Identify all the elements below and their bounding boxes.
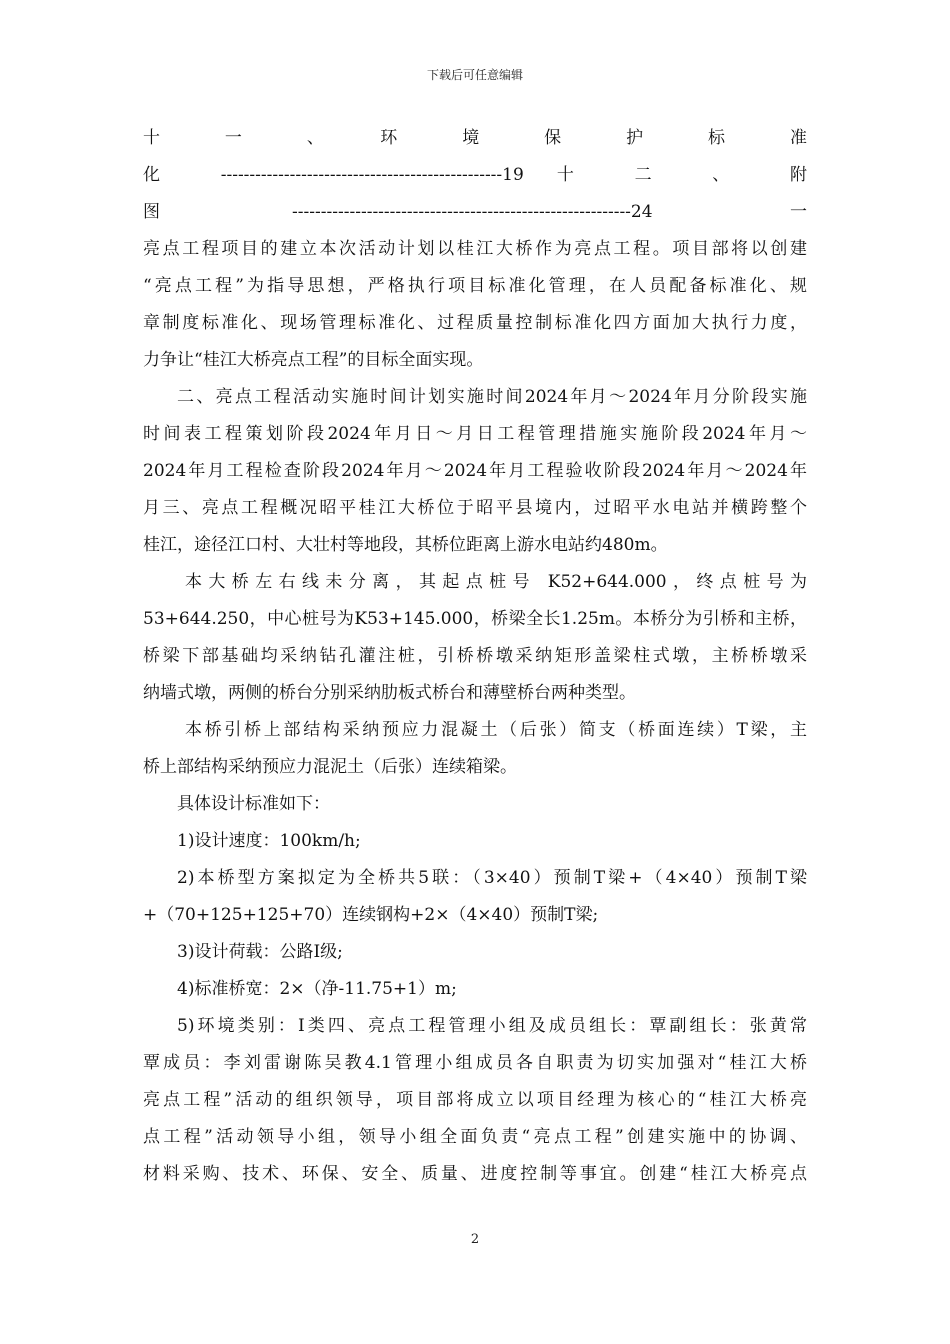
text-line: “亮点工程”为指导思想，严格执行项目标准化管理，在人员配备标准化、规 [143, 276, 807, 296]
document-body [143, 120, 807, 1193]
text-line: +（70+125+125+70）连续钢构+2×（4×40）预制T梁; [143, 905, 599, 925]
text-line: 月三、亮点工程概况昭平桂江大桥位于昭平县境内，过昭平水电站并横跨整个 [143, 498, 807, 518]
text-line: 章制度标准化、现场管理标准化、过程质量控制标准化四方面加大执行力度， [143, 313, 807, 333]
text-line: 桥梁下部基础均采纳钻孔灌注桩，引桥桥墩采纳矩形盖梁柱式墩，主桥桥墩采 [143, 646, 807, 666]
text-line: 2)本桥型方案拟定为全桥共5联：（3×40）预制T梁+（4×40）预制T梁 [177, 868, 807, 888]
page-number: 2 [470, 1232, 480, 1247]
text-line: 桂江，途径江口村、大壮村等地段，其桥位距离上游水电站约480m。 [143, 535, 668, 555]
text-line: 2024年月工程检查阶段2024年月～2024年月工程验收阶段2024年月～2024年 [143, 461, 807, 481]
text-line: 材料采购、技术、环保、安全、质量、进度控制等事宜。创建“桂江大桥亮点 [143, 1164, 807, 1184]
text-line: 力争让“桂江大桥亮点工程”的目标全面实现。 [143, 350, 484, 370]
text-line: 3)设计荷载：公路Ⅰ级; [177, 942, 343, 962]
text-line: 桥上部结构采纳预应力混泥土（后张）连续箱梁。 [143, 757, 517, 777]
text-line: 化 -------------------------------------------------19 十 二 、 附 [143, 165, 807, 185]
text-line: 亮点工程项目的建立本次活动计划以桂江大桥作为亮点工程。项目部将以创建 [143, 239, 807, 259]
text-line: 1)设计速度：100km/h; [177, 831, 361, 851]
text-line: 图-----------------------------------------------------------24 一 [143, 202, 807, 222]
text-line: 具体设计标准如下： [177, 794, 330, 814]
text-line: 亮点工程”活动的组织领导，项目部将成立以项目经理为核心的“桂江大桥亮 [143, 1090, 807, 1110]
text-line: 4)标准桥宽：2×（净-11.75+1）m; [177, 979, 457, 999]
text-line: 覃成员：李刘雷谢陈吴教4.1管理小组成员各自职责为切实加强对“桂江大桥 [143, 1053, 807, 1073]
text-line: 本桥引桥上部结构采纳预应力混凝土（后张）简支（桥面连续）T梁，主 [185, 720, 807, 740]
text-line: 纳墙式墩，两侧的桥台分别采纳肋板式桥台和薄壁桥台两种类型。 [143, 683, 636, 703]
text-line: 本大桥左右线未分离，其起点桩号 K52+644.000，终点桩号为 [185, 572, 807, 592]
text-line: 点工程”活动领导小组，领导小组全面负责“亮点工程”创建实施中的协调、 [143, 1127, 807, 1147]
text-line: 二、亮点工程活动实施时间计划实施时间2024年月～2024年月分阶段实施 [177, 387, 807, 407]
text-line: 53+644.250，中心桩号为K53+145.000，桥梁全长1.25m。本桥分为引桥和主桥， [143, 609, 807, 629]
page-header-note: 下载后可任意编辑 [426, 68, 523, 82]
text-line: 十 一 、 环 境 保 护 标 准 [143, 128, 807, 148]
text-line: 时间表工程策划阶段2024年月日～月日工程管理措施实施阶段2024年月～ [143, 424, 807, 444]
text-line: 5)环境类别：Ⅰ类四、亮点工程管理小组及成员组长：覃副组长：张黄常 [177, 1016, 807, 1036]
